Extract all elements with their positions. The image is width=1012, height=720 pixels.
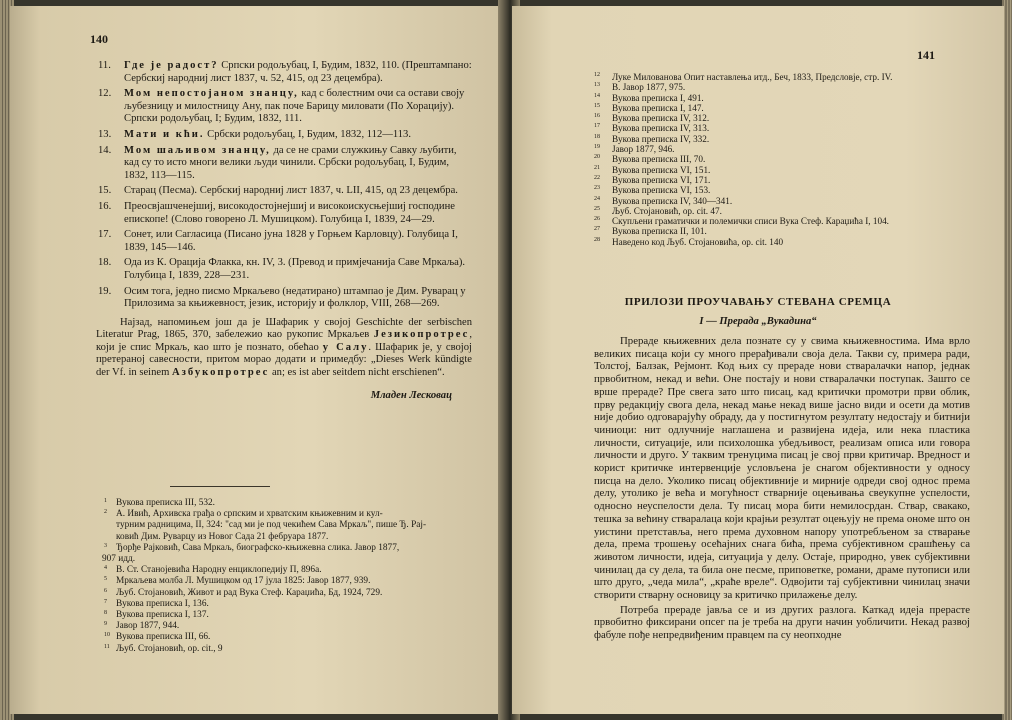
footnote-number: 26	[594, 216, 600, 223]
item-number: 13.	[98, 128, 112, 140]
footnote-text: Ђорђе Рајковић, Сава Мркаљ, биографско-књижевна слика. Јавор 1877,	[116, 542, 400, 553]
item-number: 18.	[98, 257, 112, 269]
footnote-number: 10	[104, 632, 110, 639]
footnote-number: 19	[594, 144, 600, 151]
bibliography-item	[96, 60, 472, 85]
footnote-text: Вукова преписка VI, 153.	[612, 185, 711, 196]
footnote-line	[590, 93, 970, 103]
footnote-text: В. Ст. Станојевића Народну енциклопедију П, 896а.	[116, 565, 322, 576]
footnote-text: Јавор 1877, 944.	[116, 621, 180, 632]
footnote-text: Наведено код Љуб. Стојановића, op. cit. 140	[612, 236, 784, 247]
footnote-line	[102, 599, 482, 610]
subsection-title: I — Прерада „Вукадина“	[699, 316, 817, 327]
footnote-line	[102, 554, 482, 565]
item-title: Мом шаљивом знанцу,	[124, 144, 271, 156]
item-title: Мати и кћи.	[124, 128, 205, 140]
footnote-number: 21	[594, 164, 600, 171]
page-number-right: 141	[917, 48, 935, 62]
spaced-title: Азбукопротрес	[172, 367, 270, 379]
item-text: кад с болестним очи са остави своју љубезницу и милостницу Ану, пак поче Барицу миловати (По Хорацију). Српски родољубац, I; Будим, 1832, 111.	[124, 88, 465, 125]
footnote-line	[590, 72, 970, 82]
footnote-text: А. Ивић, Архивска грађа о српским и хрватским књижевним и кул-	[116, 509, 383, 520]
footnote-text: ковић Дим. Руварцу из Новог Сада 21 фебруара 1877.	[116, 531, 329, 542]
footnote-number: 15	[594, 102, 600, 109]
footnote-number: 25	[594, 205, 600, 212]
footnote-text: Љуб. Стојановић, op. cit. 47.	[612, 205, 722, 216]
note-text: . Шафарик је, у својој претераној савесности, притом морао додати и примедбу: „Dieses Werk kündigte der Vf. in seinem	[96, 341, 472, 379]
footnote-line	[102, 498, 482, 509]
footnote-text: Луке Милованова Опит наставлења итд., Беч, 1833, Предсловје, стр. IV.	[612, 72, 893, 82]
item-number: 14.	[98, 144, 112, 156]
bibliography-item	[96, 286, 472, 311]
footnote-line	[590, 196, 970, 206]
footnote-line	[590, 82, 970, 92]
bibliography-item	[96, 185, 472, 198]
footnote-line	[590, 113, 970, 123]
item-number: 17.	[98, 229, 112, 241]
footnote-line	[102, 543, 482, 554]
footnote-line	[590, 206, 970, 216]
section-title: ПРИЛОЗИ ПРОУЧАВАЊУ СТЕВАНА СРЕМЦА	[624, 296, 892, 308]
footnote-line	[102, 565, 482, 576]
note-text: , који је спис Мркаљ, као што је познато, обећао	[96, 329, 472, 353]
footnote-number: 24	[594, 195, 600, 202]
footnote-line	[102, 644, 482, 655]
footnote-number: 6	[104, 587, 107, 594]
item-text: Сонет, или Сагласица (Писано јуна 1828 у Горњем Карловцу). Голубица I, 1839, 145—146.	[124, 229, 458, 253]
footnote-text: Вукова преписка III, 532.	[116, 498, 215, 508]
item-number: 19.	[98, 285, 112, 297]
bibliography-item	[96, 229, 472, 254]
body-paragraph: Потреба прераде јавља се и из других разлога. Каткад идеја прерасте првобитно фиксирани опсег па је треба на други начин уобличити. Некад развој фабуле пође непредвиђеним правцем па су неопходне	[594, 603, 970, 642]
footnote-text: В. Јавор 1877, 975.	[612, 82, 686, 93]
author-signature: Младен Лесковац	[370, 389, 452, 401]
footnote-text: Вукова преписка III, 70.	[612, 154, 706, 165]
item-text: Србски родољубац, I, Будим, 1832, 112—113.	[204, 128, 411, 140]
footnote-text: Вукова преписка IV, 313.	[612, 123, 710, 134]
footnote-number: 7	[104, 598, 107, 605]
footnote-number: 4	[104, 565, 107, 572]
footnote-number: 27	[594, 226, 600, 233]
footnote-line	[590, 134, 970, 144]
footnote-number: 5	[104, 576, 107, 583]
bibliography-item	[96, 129, 472, 142]
footnote-line	[102, 610, 482, 621]
footnote-text: Вукова преписка I, 136.	[116, 598, 209, 609]
item-text: да се не срами служкињу Савку љубити, кад су то исто многи велики људи чинили. Србски родољубац, I, Будим, 1832, 113—115.	[124, 144, 457, 181]
footnote-line	[590, 237, 970, 247]
bibliography-item	[96, 257, 472, 282]
spaced-title: у Салу	[322, 341, 369, 353]
footnote-text: Скупљени граматички и полемички списи Вука Стеф. Караџића I, 104.	[612, 216, 889, 227]
footnote-line	[590, 123, 970, 133]
footnote-number: 17	[594, 123, 600, 130]
footnote-line	[590, 216, 970, 226]
footnote-line	[590, 154, 970, 164]
footnote-line	[590, 226, 970, 236]
footnote-line	[590, 165, 970, 175]
footnote-number: 3	[104, 542, 107, 549]
footnote-text: Вукова преписка I, 147.	[612, 102, 704, 113]
item-text: Ода из К. Орација Флакка, кн. IV, 3. (Превод и примјечанија Саве Мркаља). Голубица I, 1839, 228—231.	[124, 257, 466, 281]
item-text: Српски родољубац, I, Будим, 1832, 110. (Прештампано: Сербскиј народниј лист 1837, ч. 52, 415, од 23 децембра).	[124, 60, 472, 84]
item-title: Мом непостојаном знанцу,	[124, 88, 299, 100]
item-number: 11.	[98, 60, 111, 71]
footnote-number: 28	[594, 236, 600, 243]
footnote-text: Мркаљева молба Л. Мушицком од 17 јула 1825: Јавор 1877, 939.	[116, 576, 371, 587]
right-page	[512, 6, 1004, 714]
item-title: Где је радост?	[124, 60, 219, 71]
footnote-text: Вукова преписка I, 491.	[612, 92, 704, 103]
footnotes-right	[590, 72, 970, 247]
bibliography-list	[96, 60, 472, 402]
footnote-text: турним радницима, II, 324: "сад ми је под чекићем Сава Мркаљ", пише Ђ. Рај-	[116, 520, 427, 531]
item-number: 16.	[98, 200, 112, 212]
footnote-text: Вукова преписка IV, 332.	[612, 133, 710, 144]
footnote-line	[590, 175, 970, 185]
body-paragraph: Прераде књижевних дела познате су у свима књижевностима. Има врло великих писаца који су много прерађивали своја дела. Такви су, примера ради, Толстој, Балзак, Рејмонт. Код њих су прераде нови стваралачки напор, једнак првобитном, некад и већи. Оне постају и нови стваралачки поступак. Зашто се врше прераде? Пре свега зато што писац, кад критички промотри први облик, прву редакцију свога дела, некад мање некад више јасно види и осети да мотив није добио одговарајућу обраду, да у постигнутом резултату недостају и битнији чиниоци: нит одлучније наглашена и развијена идеја, или нека пластика личности, ситуације, или психолошка убедљивост, реализам описа или говора личности и друго. У таквим тренуцима писац је свој први критичар. Вредност и корист критичке интервенције условљена је снагом објективности у односу писца на дело. Уколико писац објективније и мирније одреди свој однос према делу, утолико је већа и могућност стварније оцењивања свеукупне успелости, односно неуспелости дела. Ту писац мора бити немилосрдан. Ствар, свакако, тешка за већину стваралаца који крајњи резултат оцењују не према ономе што он уистини претставља, него према духовном напору употребљеном за стварање дела, према трошењу осећајних снага бића, према субјективном срашћењу са животом личности, идеја, ситуација у делу. Остаје, природно, увек субјективни чинилац да су дела, та била оне песме, приповетке, романи, драме путописи или што друго, „чеда мила“, „краће вреле“. Одвојити тај субјективни чинилац значи створити стварну основицу за критичко прилажење делу.	[594, 335, 970, 602]
footnote-text: 907 идд.	[102, 554, 136, 565]
footnote-number: 1	[104, 498, 107, 504]
footnote-number: 16	[594, 113, 600, 120]
footnote-line	[590, 144, 970, 154]
footnote-number: 18	[594, 133, 600, 140]
footnote-line	[590, 185, 970, 195]
footnote-text: Јавор 1877, 946.	[612, 144, 675, 155]
footnote-text: Љуб. Стојановић, op. cit., 9	[116, 643, 223, 654]
footnote-number: 14	[594, 92, 600, 99]
footnote-rule	[170, 486, 270, 487]
footnote-number: 23	[594, 185, 600, 192]
bibliography-item	[96, 201, 472, 226]
footnote-number: 9	[104, 621, 107, 628]
footnote-number: 8	[104, 610, 107, 617]
footnote-line	[102, 520, 482, 531]
footnote-number: 11	[104, 643, 110, 650]
footnote-text: Вукова преписка I, 137.	[116, 610, 209, 621]
bibliography-item	[96, 145, 472, 183]
left-page	[10, 6, 510, 714]
footnote-text: Вукова преписка III, 66.	[116, 632, 211, 643]
footnote-line	[102, 632, 482, 643]
footnote-line	[102, 576, 482, 587]
footnote-text: Вукова преписка IV, 312.	[612, 113, 710, 124]
footnote-text: Вукова преписка IV, 340—341.	[612, 195, 733, 206]
bibliography-item	[96, 88, 472, 126]
footnote-number: 22	[594, 174, 600, 181]
spaced-title: Језикопротрес	[373, 329, 470, 341]
note-text: Најзад, напомињем још да је Шафарик у својој Geschichte der serbischen Literatur Prag, 1865, 370, забележио као рукопис Мркаљев	[96, 316, 472, 341]
footnote-text: Вукова преписка VI, 151.	[612, 164, 711, 175]
footnote-number: 20	[594, 154, 600, 161]
closing-note	[96, 317, 472, 380]
footnote-number: 13	[594, 82, 600, 89]
note-text: an; es ist aber seitdem nicht erschienen“.	[269, 367, 445, 379]
footnote-number: 12	[594, 72, 600, 78]
item-text: Старац (Песма). Сербскиј народниј лист 1837, ч. LII, 415, од 23 децембра.	[124, 185, 458, 197]
item-number: 12.	[98, 88, 112, 100]
footnote-text: Вукова преписка II, 101.	[612, 226, 707, 237]
page-number-left: 140	[90, 32, 108, 46]
item-number: 15.	[98, 185, 112, 197]
article-body	[594, 335, 970, 642]
footnote-line	[102, 621, 482, 632]
footnote-line	[102, 509, 482, 520]
footnotes-left	[102, 498, 482, 655]
footnote-text: Вукова преписка VI, 171.	[612, 174, 711, 185]
footnote-line	[102, 532, 482, 543]
footnote-line	[590, 103, 970, 113]
item-text: Осим тога, једно писмо Мркаљево (недатирано) штампао је Дим. Руварац у Прилозима за књижевност, језик, историју и фолклор, VIII, 268—269.	[124, 285, 466, 310]
footnote-line	[102, 588, 482, 599]
footnote-number: 2	[104, 509, 107, 516]
footnote-text: Љуб. Стојановић, Живот и рад Вука Стеф. Караџића, Бд, 1924, 729.	[116, 587, 383, 598]
item-text: Преосвјашченејшиј, високодостојнејшиј и високоискусњејшиј господине епископе! (Слово говорено Л. Мушицком). Голубица I, 1839, 24—29.	[124, 200, 455, 225]
